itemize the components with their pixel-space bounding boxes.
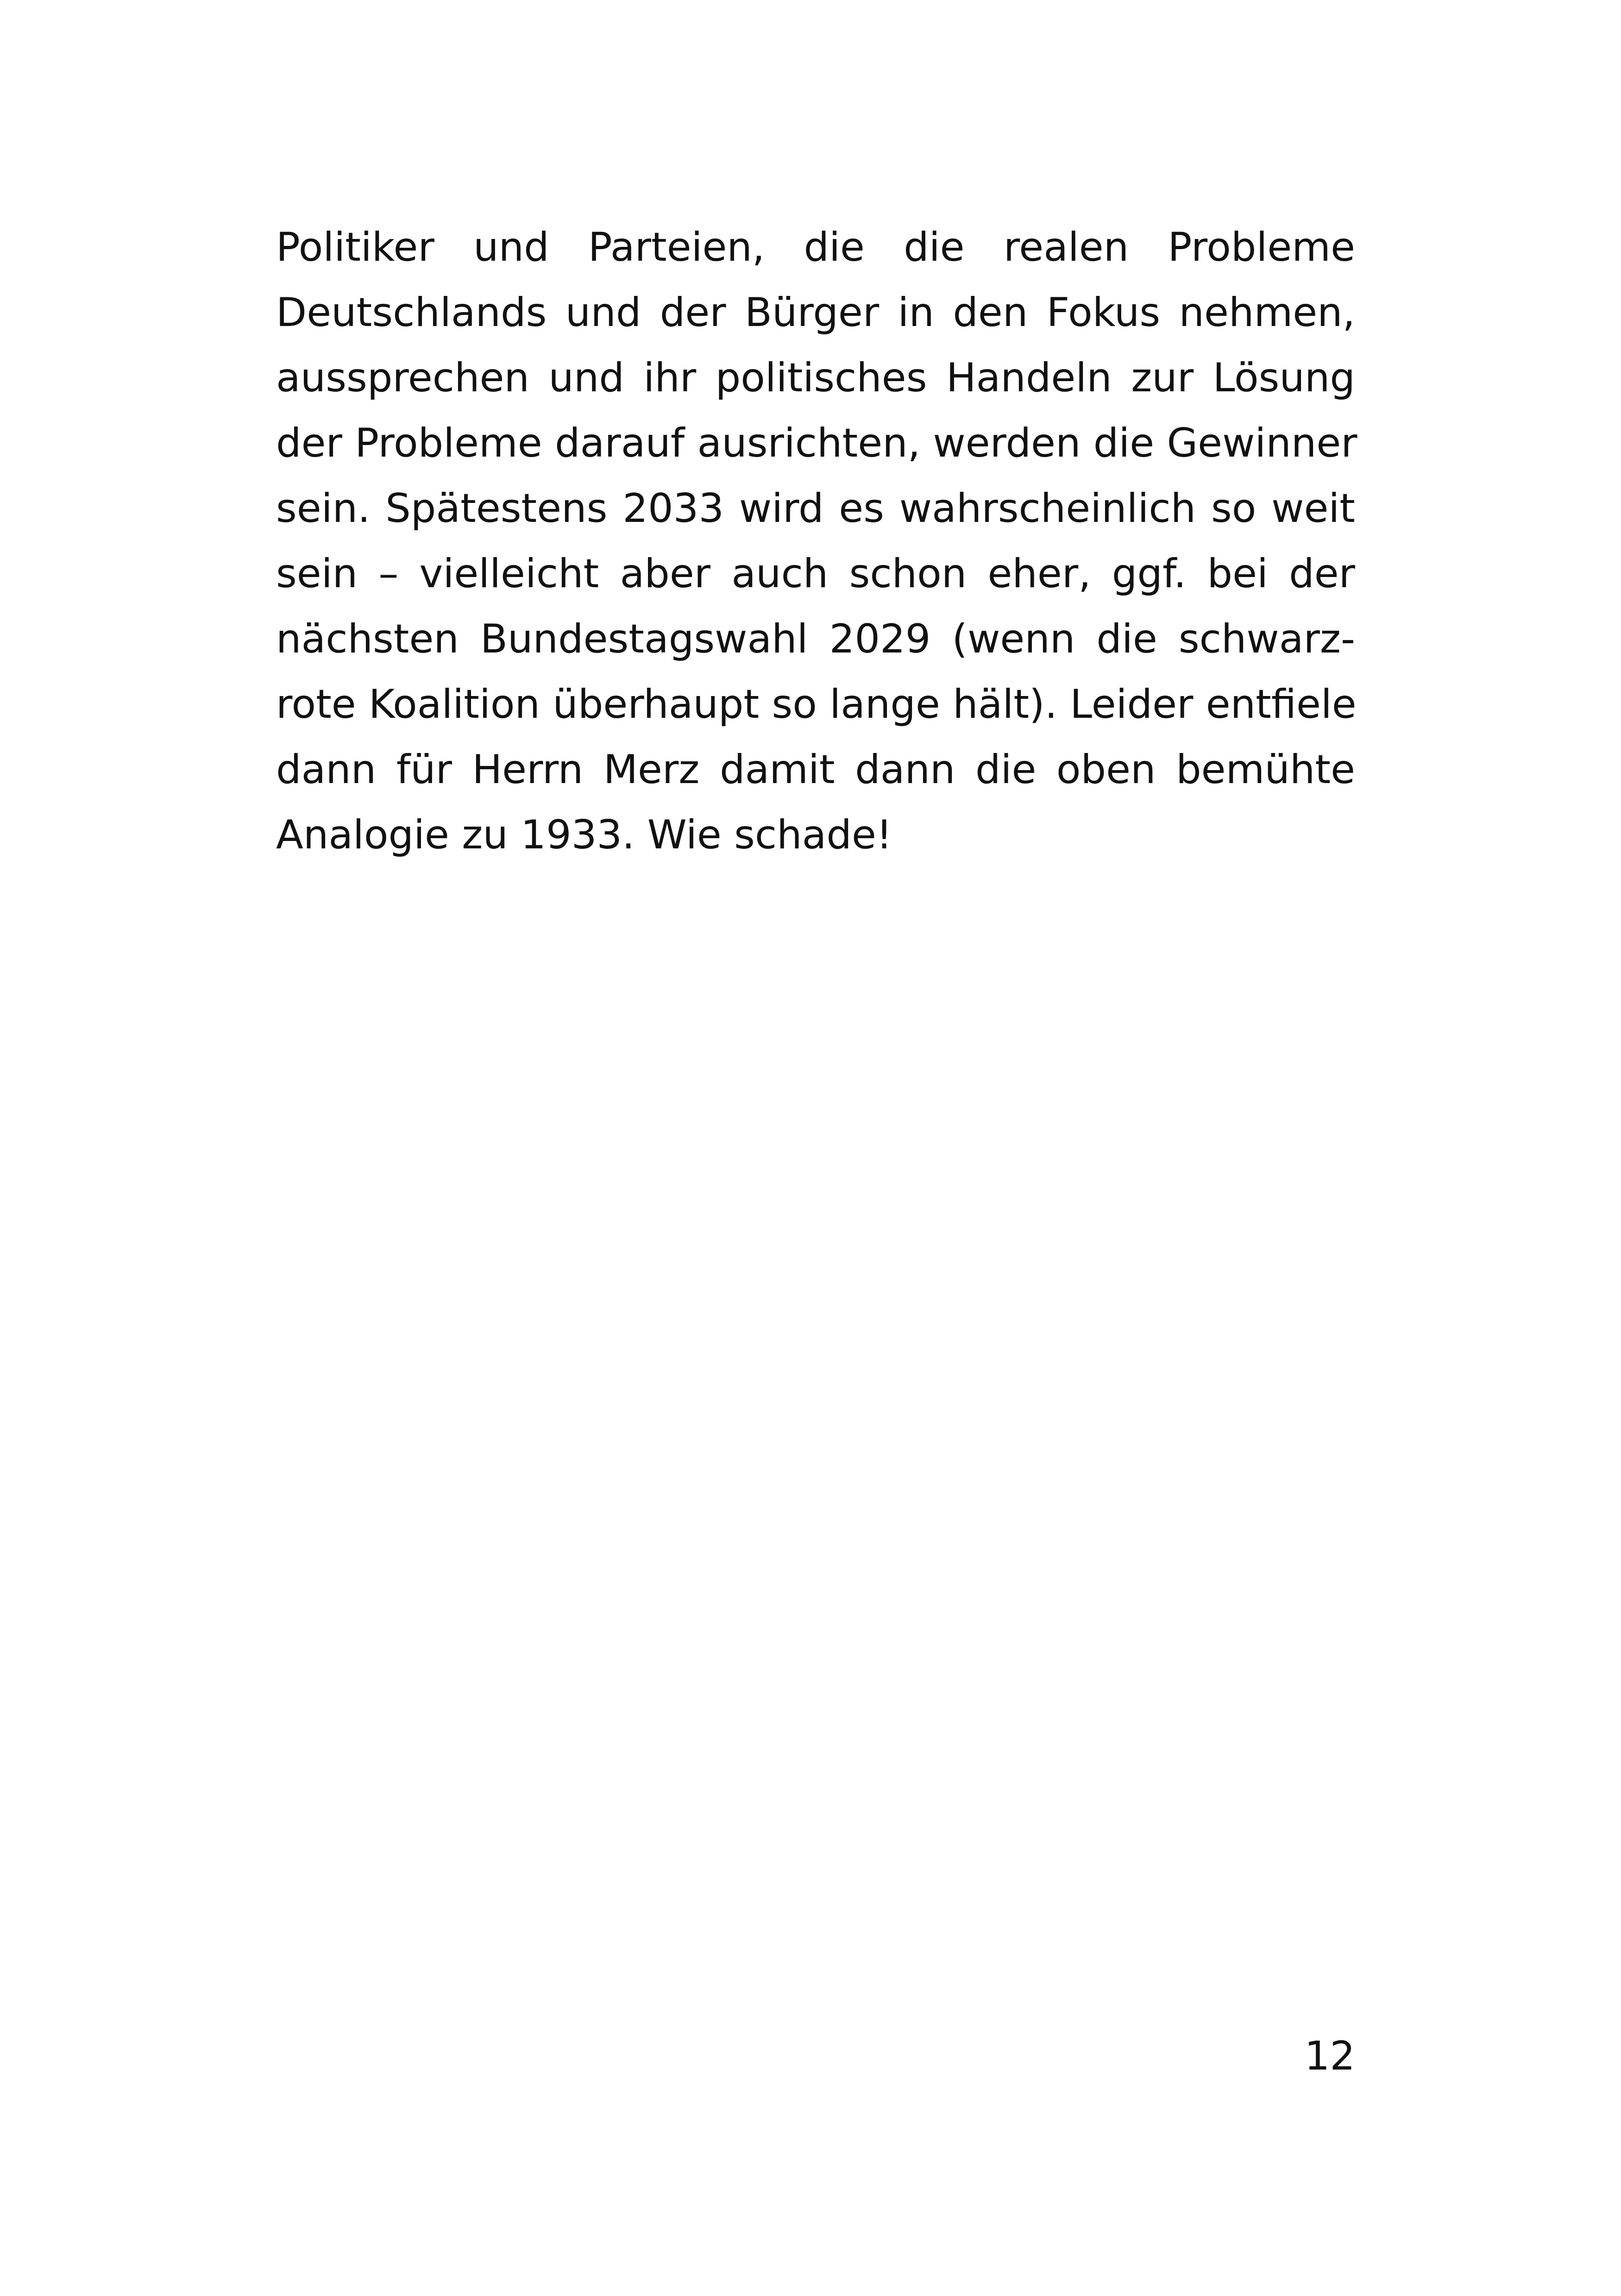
paragraph-line: Deutschlands und der Bürger in den Fokus nehmen, xyxy=(276,289,1355,336)
paragraph-line: Politiker und Parteien, die die realen Probleme xyxy=(276,224,1355,270)
page-number: 12 xyxy=(1304,2033,1355,2079)
paragraph-line: rote Koalition überhaupt so lange hält). Leider entfiele xyxy=(276,681,1357,728)
paragraph-line: sein. Spätestens 2033 wird es wahrscheinlich so weit xyxy=(276,485,1355,532)
paragraph-line: Analogie zu 1933. Wie schade! xyxy=(276,812,892,858)
body-paragraph xyxy=(276,215,1355,868)
paragraph-line: sein – vielleicht aber auch schon eher, ggf. bei der xyxy=(276,551,1355,597)
paragraph-line: dann für Herrn Merz damit dann die oben bemühte xyxy=(276,747,1355,793)
paragraph-line: der Probleme darauf ausrichten, werden die Gewinner xyxy=(276,420,1357,466)
paragraph-line: nächsten Bundestagswahl 2029 (wenn die schwarz- xyxy=(276,616,1355,662)
paragraph-line: aussprechen und ihr politisches Handeln zur Lösung xyxy=(276,355,1355,401)
